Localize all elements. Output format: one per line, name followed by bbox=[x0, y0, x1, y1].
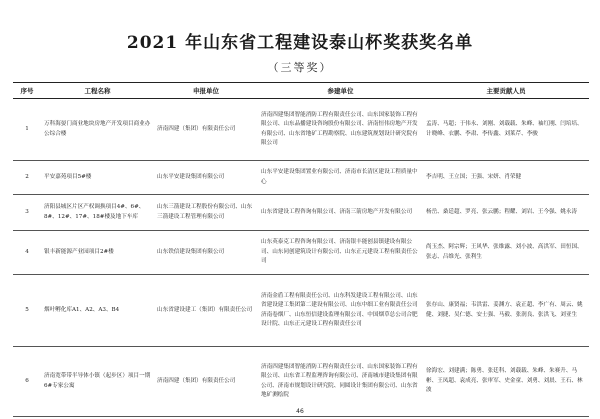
header-project: 工程名称 bbox=[41, 83, 154, 99]
row-applicant: 济南四建（集团）有限责任公司 bbox=[154, 347, 258, 417]
row-project: 济南宽带带半导体小镇（起步区）项目一期6#专家公寓 bbox=[41, 347, 154, 417]
table-row bbox=[13, 231, 589, 275]
header-seq: 序号 bbox=[13, 83, 41, 99]
table-row bbox=[13, 161, 589, 195]
row-participants: 济南四建集团智能消防工程有限责任公司、山东国家装饰工程有限公司、山东品播建设咨询股份有限公司、济南恒伟房地产开发有限公司、山东省地矿工程勘察院、山东建筑规划设计研究院有限公司 bbox=[258, 99, 423, 161]
row-applicant: 山东三箭建设工程股份有限公司、山东三箭建设工程管理有限公司 bbox=[154, 195, 258, 231]
table-row bbox=[13, 99, 589, 161]
table-header-row bbox=[13, 83, 589, 99]
table-row bbox=[13, 347, 589, 417]
row-seq: 5 bbox=[13, 275, 41, 347]
awards-table bbox=[13, 82, 589, 417]
row-project: 银丰新能源产业园项目2#楼 bbox=[41, 231, 154, 275]
row-seq: 6 bbox=[13, 347, 41, 417]
row-contributors: 张存山、康贤福；韦洪雷、姜渊方、袁正超、李广有、周云、姚健、刘捷、吴仁德、安士强、马毅、张润良、张洪飞、刘亚生 bbox=[423, 275, 589, 347]
page-number: 46 bbox=[296, 408, 304, 415]
row-applicant: 济南四建（集团）有限责任公司 bbox=[154, 99, 258, 161]
row-participants: 山东平安建设集团置业有限公司、济南市长清区建设工程质量中心 bbox=[258, 161, 423, 195]
row-contributors: 李吉明、王立国；王强、宋妍、肖荣健 bbox=[423, 161, 589, 195]
row-applicant: 山东铁信建设集团有限公司 bbox=[154, 231, 258, 275]
page-subtitle: （三等奖） bbox=[267, 61, 333, 74]
row-seq: 4 bbox=[13, 231, 41, 275]
page-title: 2021 年山东省工程建设泰山杯奖获奖名单 bbox=[126, 33, 474, 53]
row-participants: 山东英泰克工程咨询有限公司、济南银丰能创县镇建设有限公司、山东同创建筑设计有限公司、山东正元建设工程有限责任公司 bbox=[258, 231, 423, 275]
row-participants: 济南四建集团智能消防工程有限责任公司、山东国家装饰工程有限公司、山东省工程监理咨询有限公司、济南城市建设集团有限公司、济南市规划设计研究院、同圆设计集团有限公司、山东省地矿测绘院 bbox=[258, 347, 423, 417]
header-participants: 参建单位 bbox=[258, 83, 423, 99]
row-seq: 3 bbox=[13, 195, 41, 231]
row-applicant: 山东省建设建工（集团）有限责任公司 bbox=[154, 275, 258, 347]
row-project: 万科海晏门商业地块房地产开发项目商业办公综合楼 bbox=[41, 99, 154, 161]
header-contributors: 主要贡献人员 bbox=[423, 83, 589, 99]
header-applicant: 申报单位 bbox=[154, 83, 258, 99]
row-contributors: 尚玉杰、阿宗辉；王风华、张维露、刘小波、高洪军、田恒国、张志、吕维光、张利生 bbox=[423, 231, 589, 275]
row-seq: 1 bbox=[13, 99, 41, 161]
row-seq: 2 bbox=[13, 161, 41, 195]
row-participants: 山东省建设工程咨询有限公司、济南三箭房地产开发有限公司 bbox=[258, 195, 423, 231]
row-applicant: 山东平安建设集团有限公司 bbox=[154, 161, 258, 195]
table-row bbox=[13, 195, 589, 231]
row-project: 济阳县城区片区产权调换项目4#、6#、8#、12#、17#、18#楼及地下车库 bbox=[41, 195, 154, 231]
row-contributors: 孟涛、马超；于伟永、刘刚、刘载载、朱峰、袖红刚、闫培培、计晓峰、衣鹏、李肃、李传鑫、刘莱芹、李骏 bbox=[423, 99, 589, 161]
row-participants: 济南金盾工程有限责任公司、山东科发建设工程有限公司、山东省建设建工集团第二建设有限公司、山东中细工业有限责任公司济南卷烟厂、山东恒信建设监理有限公司、中国烟草总公司合肥设计院、山东正元建设工程有限责任公司 bbox=[258, 275, 423, 347]
table-row bbox=[13, 275, 589, 347]
row-project: 烟叶孵化库A1、A2、A3、B4 bbox=[41, 275, 154, 347]
row-project: 平安嘉苑项目5#楼 bbox=[41, 161, 154, 195]
row-contributors: 徐海宏、刘建满；陈勇、张廷科、刘载载、朱峰、朱赛升、马彬、王凤超、袁成亮、张审军、史金童、刘勇、刘晨、王石、林波 bbox=[423, 347, 589, 417]
row-contributors: 杨岳、桑廷超、罗亮、张云鹏；程耀、刘岩、王今强、姚永涛 bbox=[423, 195, 589, 231]
